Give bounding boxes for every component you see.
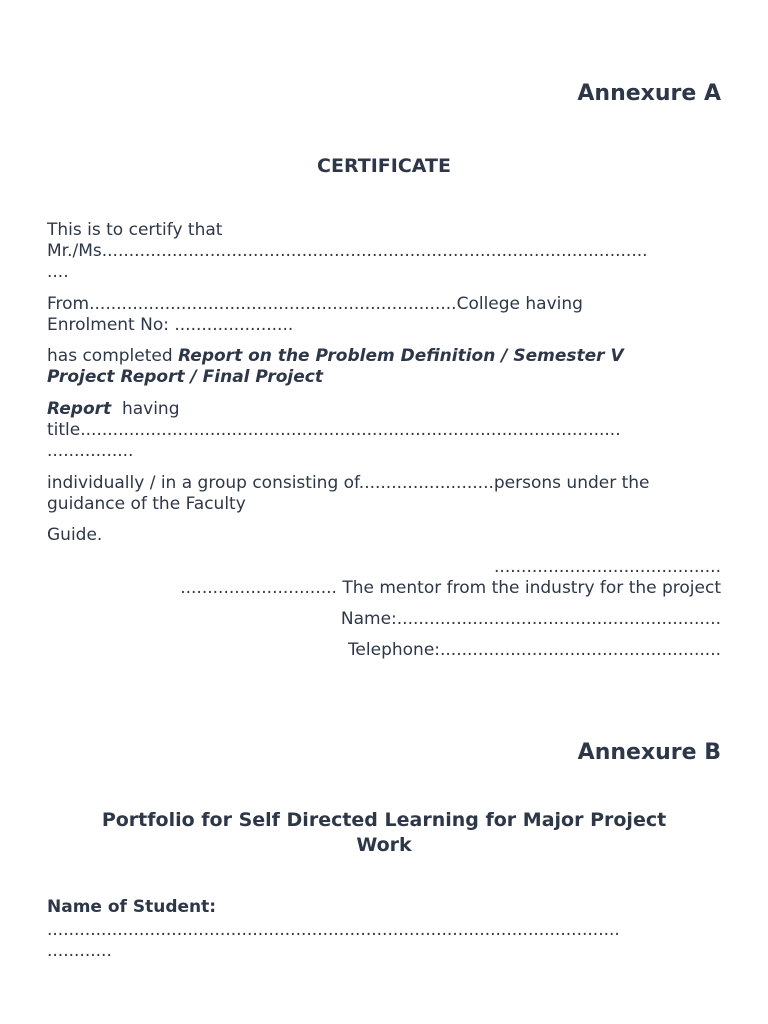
group-line-1: individually / in a group consisting of.........................persons under the — [47, 473, 650, 493]
report-having-text: having — [111, 399, 180, 419]
certify-line-1: This is to certify that — [47, 220, 223, 240]
student-name-dots-1: .......................................................................................................... — [47, 920, 620, 940]
annexure-a-heading: Annexure A — [577, 81, 721, 106]
student-name-label: Name of Student: — [47, 897, 217, 917]
completed-report-type: Report on the Problem Definition / Semester V — [178, 346, 624, 366]
enrolment-line: Enrolment No: ...................... — [47, 315, 294, 335]
mentor-name-line: Name:............................................................ — [340, 609, 721, 629]
completed-line-2: Project Report / Final Project — [47, 367, 323, 387]
title-line-2: ................ — [47, 441, 134, 461]
annexure-b-heading: Annexure B — [577, 740, 721, 765]
signature-dots-line: .......................................... — [494, 557, 721, 577]
report-bold-label: Report — [47, 399, 112, 419]
mentor-telephone-line: Telephone:.................................................... — [347, 640, 721, 660]
mentor-line: ............................. The mentor from the industry for the project — [180, 578, 721, 598]
certify-line-3: .... — [47, 262, 69, 282]
certify-line-2: Mr./Ms..................................................................................................... — [47, 241, 648, 261]
report-having-line — [47, 399, 727, 420]
guide-line: Guide. — [47, 525, 103, 545]
completed-prefix: has completed — [47, 346, 179, 366]
title-line-1: title.................................................................................................... — [47, 420, 621, 440]
group-line-2: guidance of the Faculty — [47, 494, 246, 514]
from-college-line: From....................................................................College having — [47, 294, 583, 314]
portfolio-title-line-1: Portfolio for Self Directed Learning for Major Project — [101, 809, 667, 831]
certificate-title: CERTIFICATE — [317, 155, 451, 177]
completed-line-1 — [47, 346, 727, 367]
portfolio-title-line-2: Work — [356, 834, 412, 856]
student-name-dots-2: ............ — [47, 941, 112, 961]
